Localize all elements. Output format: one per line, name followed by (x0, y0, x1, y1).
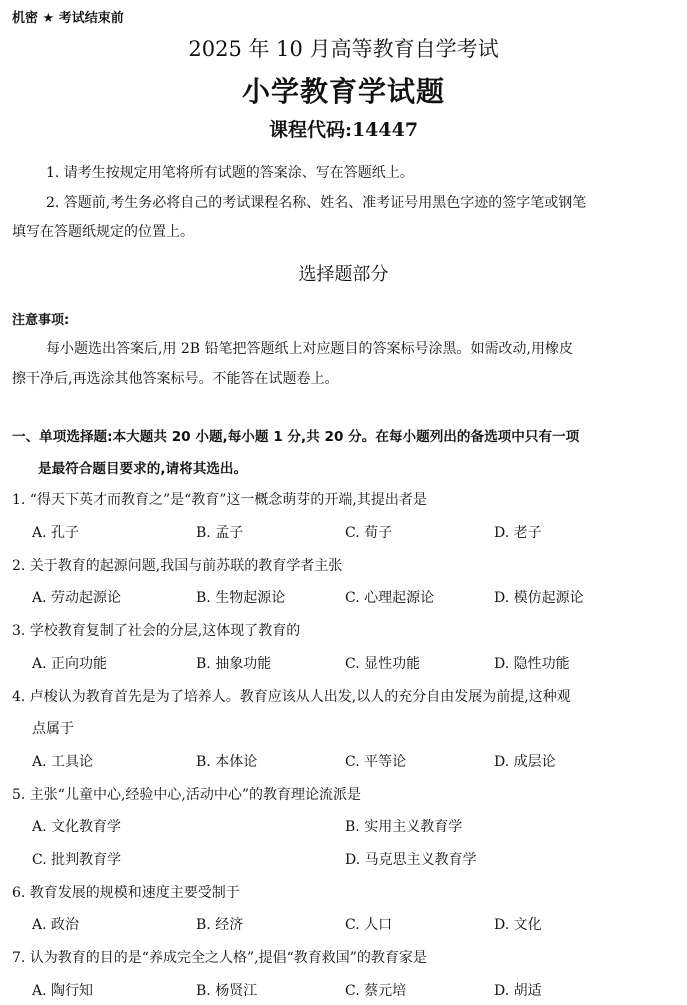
question-5-option-d: D. 马克思主义教育学 (345, 852, 477, 868)
question-1-option-c: C. 荀子 (345, 525, 393, 541)
question-7-option-d: D. 胡适 (494, 983, 542, 999)
question-7-option-b: B. 杨贤江 (196, 983, 258, 999)
question-6-option-b: B. 经济 (196, 917, 244, 933)
instruction-1: 1. 请考生按规定用笔将所有试题的答案涂、写在答题纸上。 (46, 165, 414, 181)
section-title: 选择题部分 (298, 264, 389, 285)
question-3-option-b: B. 抽象功能 (196, 656, 272, 672)
instruction-2: 2. 答题前,考生务必将自己的考试课程名称、姓名、准考证号用黑色字迹的签字笔或钢笔 (46, 195, 587, 211)
confidential-label: 机密 ★ 考试结束前 (12, 11, 124, 26)
question-3-option-c: C. 显性功能 (345, 656, 421, 672)
question-3-option-d: D. 隐性功能 (494, 656, 570, 672)
question-5-option-a: A. 文化教育学 (32, 819, 122, 835)
question-3-stem: 3. 学校教育复制了社会的分层,这体现了教育的 (12, 623, 301, 639)
question-4-option-d: D. 成层论 (494, 754, 556, 770)
question-5-stem: 5. 主张“儿童中心,经验中心,活动中心”的教育理论流派是 (12, 787, 362, 803)
question-5-option-b: B. 实用主义教育学 (345, 819, 463, 835)
question-4-option-c: C. 平等论 (345, 754, 407, 770)
question-2-stem: 2. 关于教育的起源问题,我国与前苏联的教育学者主张 (12, 558, 343, 574)
question-2-option-a: A. 劳动起源论 (32, 590, 122, 606)
notes-line-1: 每小题选出答案后,用 2B 铅笔把答题纸上对应题目的答案标号涂黑。如需改动,用橡皮 (46, 341, 573, 357)
question-6-stem: 6. 教育发展的规模和速度主要受制于 (12, 885, 240, 901)
question-4-option-b: B. 本体论 (196, 754, 258, 770)
question-1-option-a: A. 孔子 (32, 525, 80, 541)
question-7-stem: 7. 认为教育的目的是“养成完全之人格”,提倡“教育救国”的教育家是 (12, 950, 427, 966)
instruction-2-cont: 填写在答题纸规定的位置上。 (12, 224, 194, 240)
part-one-heading: 一、单项选择题:本大题共 20 小题,每小题 1 分,共 20 分。在每小题列出的备选项中只有一项 (12, 429, 580, 445)
question-2-option-c: C. 心理起源论 (345, 590, 435, 606)
question-4-option-a: A. 工具论 (32, 754, 94, 770)
part-one-heading-cont: 是最符合题目要求的,请将其选出。 (38, 461, 248, 477)
question-6-option-d: D. 文化 (494, 917, 542, 933)
question-4-stem: 4. 卢梭认为教育首先是为了培养人。教育应该从人出发,以人的充分自由发展为前提,这种观 (12, 689, 571, 705)
paper-title: 小学教育学试题 (241, 75, 445, 108)
question-6-option-c: C. 人口 (345, 917, 393, 933)
question-7-option-a: A. 陶行知 (32, 983, 94, 999)
exam-title: 2025 年 10 月高等教育自学考试 (188, 37, 499, 61)
question-6-option-a: A. 政治 (32, 917, 80, 933)
question-1-stem: 1. “得天下英才而教育之”是“教育”这一概念萌芽的开端,其提出者是 (12, 492, 427, 508)
question-4-stem-cont: 点属于 (32, 721, 74, 737)
question-1-option-b: B. 孟子 (196, 525, 244, 541)
question-1-option-d: D. 老子 (494, 525, 542, 541)
question-5-option-c: C. 批判教育学 (32, 852, 122, 868)
question-3-option-a: A. 正向功能 (32, 656, 108, 672)
notes-heading: 注意事项: (12, 313, 70, 328)
question-2-option-d: D. 模仿起源论 (494, 590, 584, 606)
notes-line-2: 擦干净后,再选涂其他答案标号。不能答在试题卷上。 (12, 371, 339, 387)
question-2-option-b: B. 生物起源论 (196, 590, 286, 606)
question-7-option-c: C. 蔡元培 (345, 983, 407, 999)
course-code: 课程代码:14447 (268, 119, 419, 141)
